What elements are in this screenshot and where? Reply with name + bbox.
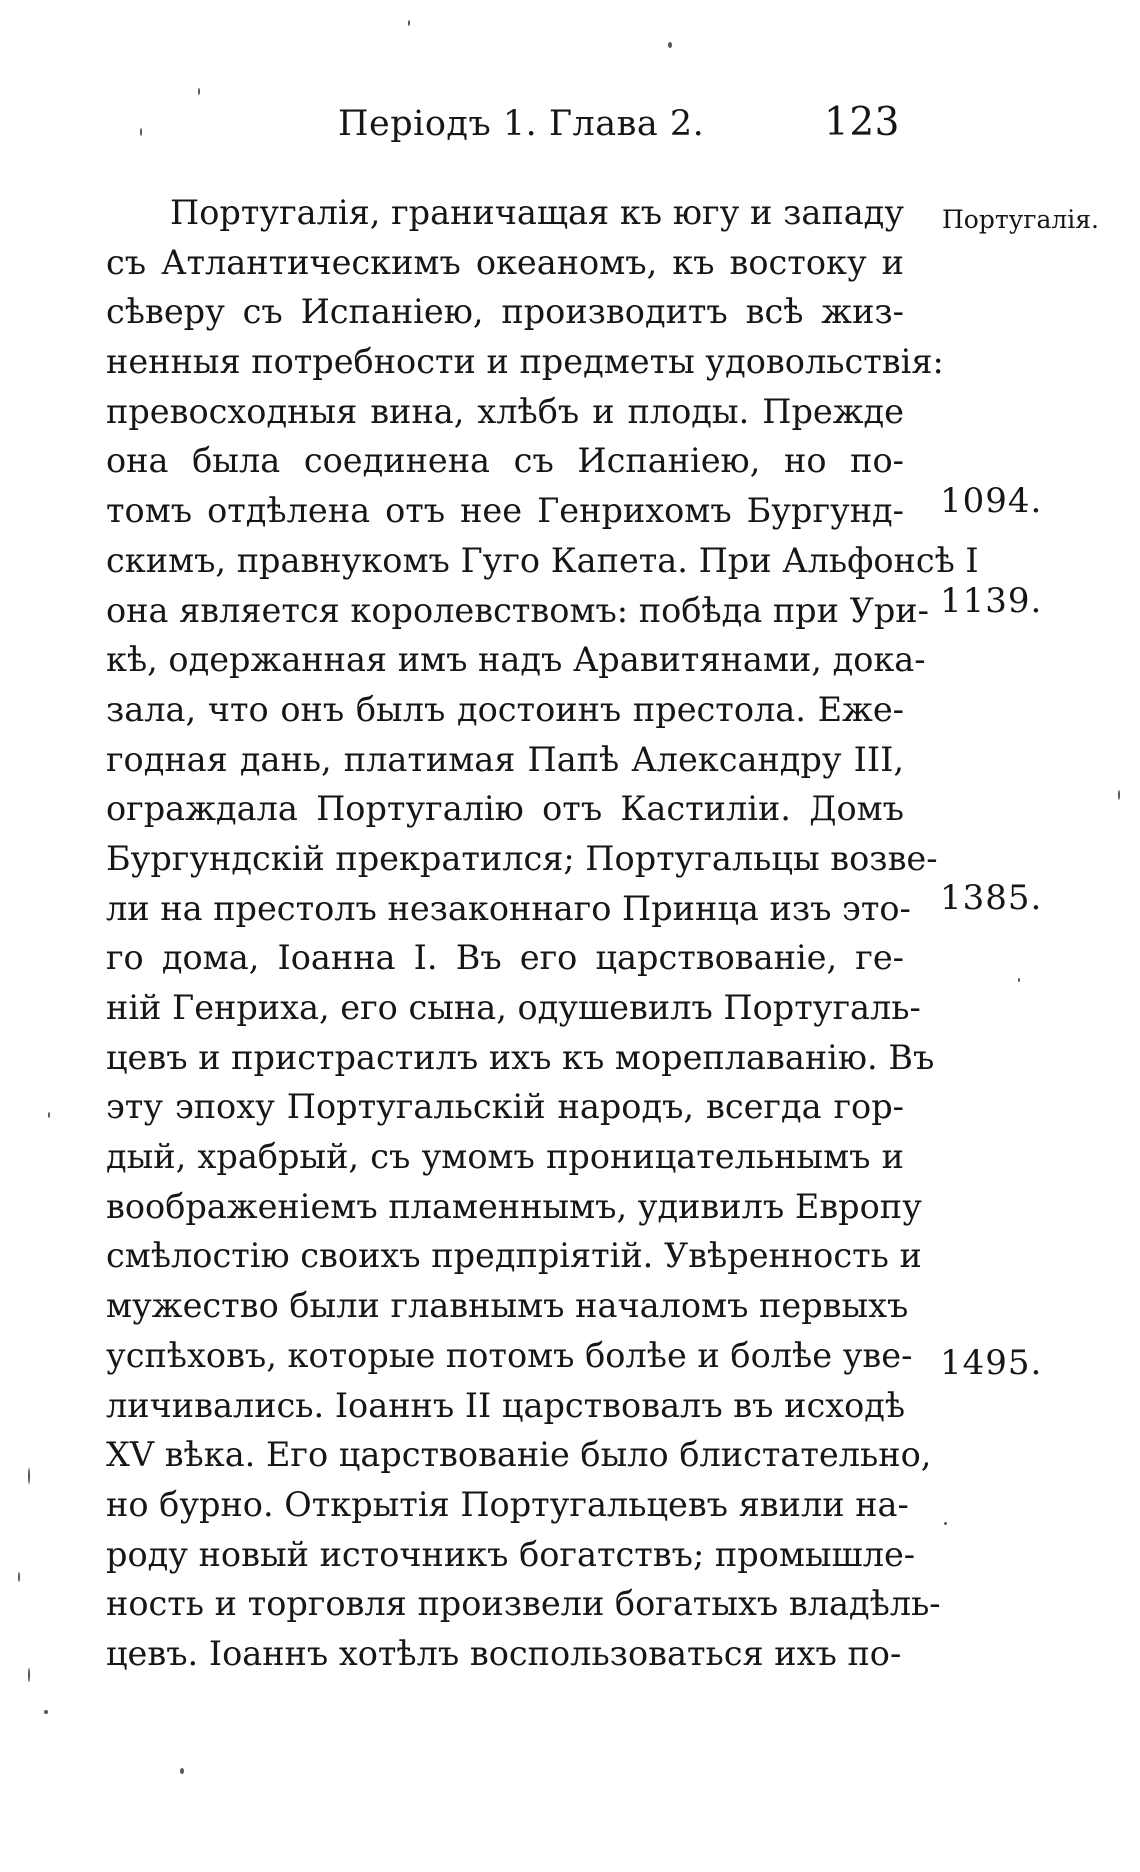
margin-note-year: 1094. xyxy=(940,481,1043,521)
text-line: смѣлостію своихъ предпріятій. Увѣренность и xyxy=(106,1236,922,1276)
text-line: томъ отдѣлена отъ нее Генрихомъ Бургунд- xyxy=(106,491,904,531)
body-paragraph xyxy=(106,188,979,1679)
text-line: роду новый источникъ богатствъ; промышле- xyxy=(106,1534,916,1574)
text-line: ность и торговля произвели богатыхъ владѣль- xyxy=(106,1584,941,1624)
scan-speck xyxy=(1018,978,1020,982)
text-line: Бургундскій прекратился; Португальцы возве- xyxy=(106,838,938,878)
scan-speck xyxy=(408,20,410,26)
text-line: кѣ, одержанная имъ надъ Аравитянами, дока- xyxy=(106,640,926,680)
scan-speck xyxy=(18,1572,20,1582)
text-line: она была соединена съ Испаніею, но по- xyxy=(106,441,904,481)
text-line: Португалія, граничащая къ югу и западу xyxy=(170,193,904,232)
text-line: съ Атлантическимъ океаномъ, къ востоку и xyxy=(106,242,904,282)
scan-speck xyxy=(1118,790,1120,800)
text-line: сѣверу съ Испаніею, производитъ всѣ жиз- xyxy=(106,292,904,332)
scan-speck xyxy=(48,1112,50,1118)
margin-note-year: 1495. xyxy=(940,1343,1043,1383)
text-line: она является королевствомъ: побѣда при Ури- xyxy=(106,590,929,630)
scan-speck xyxy=(140,128,142,136)
scan-speck xyxy=(668,42,672,48)
text-line: ли на престолъ незаконнаго Принца изъ это- xyxy=(106,888,911,928)
margin-note-year: 1139. xyxy=(940,581,1043,621)
margin-note-year: 1385. xyxy=(940,878,1043,918)
text-line: ограждала Португалію отъ Кастиліи. Домъ xyxy=(106,789,904,829)
text-line: скимъ, правнукомъ Гуго Капета. При Альфонсѣ I xyxy=(106,540,979,580)
text-line: личивались. Іоаннъ II царствовалъ въ исходѣ xyxy=(106,1385,906,1425)
text-line: ненныя потребности и предметы удовольствія: xyxy=(106,342,944,382)
text-line: цевъ и пристрастилъ ихъ къ мореплаванію. Въ xyxy=(106,1037,935,1077)
text-line: зала, что онъ былъ достоинъ престола. Еже- xyxy=(106,689,904,729)
page-number: 123 xyxy=(824,100,900,145)
text-line: мужество были главнымъ началомъ первыхъ xyxy=(106,1286,909,1326)
scan-speck xyxy=(44,1710,48,1714)
scan-speck xyxy=(198,88,200,95)
text-line: го дома, Іоанна I. Въ его царствованіе, ге- xyxy=(106,938,904,978)
margin-note-topic: Португалія. xyxy=(942,205,1099,234)
text-line: воображеніемъ пламеннымъ, удивилъ Европу xyxy=(106,1186,922,1226)
text-line: дый, храбрый, съ умомъ проницательнымъ и xyxy=(106,1137,904,1177)
text-line: эту эпоху Португальскій народъ, всегда гор- xyxy=(106,1087,904,1127)
scan-speck xyxy=(180,1768,184,1774)
text-line: но бурно. Открытія Португальцевъ явили на- xyxy=(106,1484,909,1524)
text-line: превосходныя вина, хлѣбъ и плоды. Прежде xyxy=(106,391,904,431)
text-line: ній Генриха, его сына, одушевилъ Португаль- xyxy=(106,988,921,1027)
text-line: успѣховъ, которые потомъ болѣе и болѣе уве- xyxy=(106,1335,913,1375)
scan-speck xyxy=(944,1522,947,1525)
text-line: XV вѣка. Его царствованіе было блистательно, xyxy=(106,1435,932,1475)
scan-speck xyxy=(28,1468,30,1484)
running-title: Періодъ 1. Глава 2. xyxy=(338,104,705,144)
running-head xyxy=(330,100,900,152)
scan-speck xyxy=(28,1668,30,1682)
text-line: цевъ. Іоаннъ хотѣлъ воспользоваться ихъ по- xyxy=(106,1633,902,1673)
text-line: годная дань, платимая Папѣ Александру III, xyxy=(106,739,904,779)
